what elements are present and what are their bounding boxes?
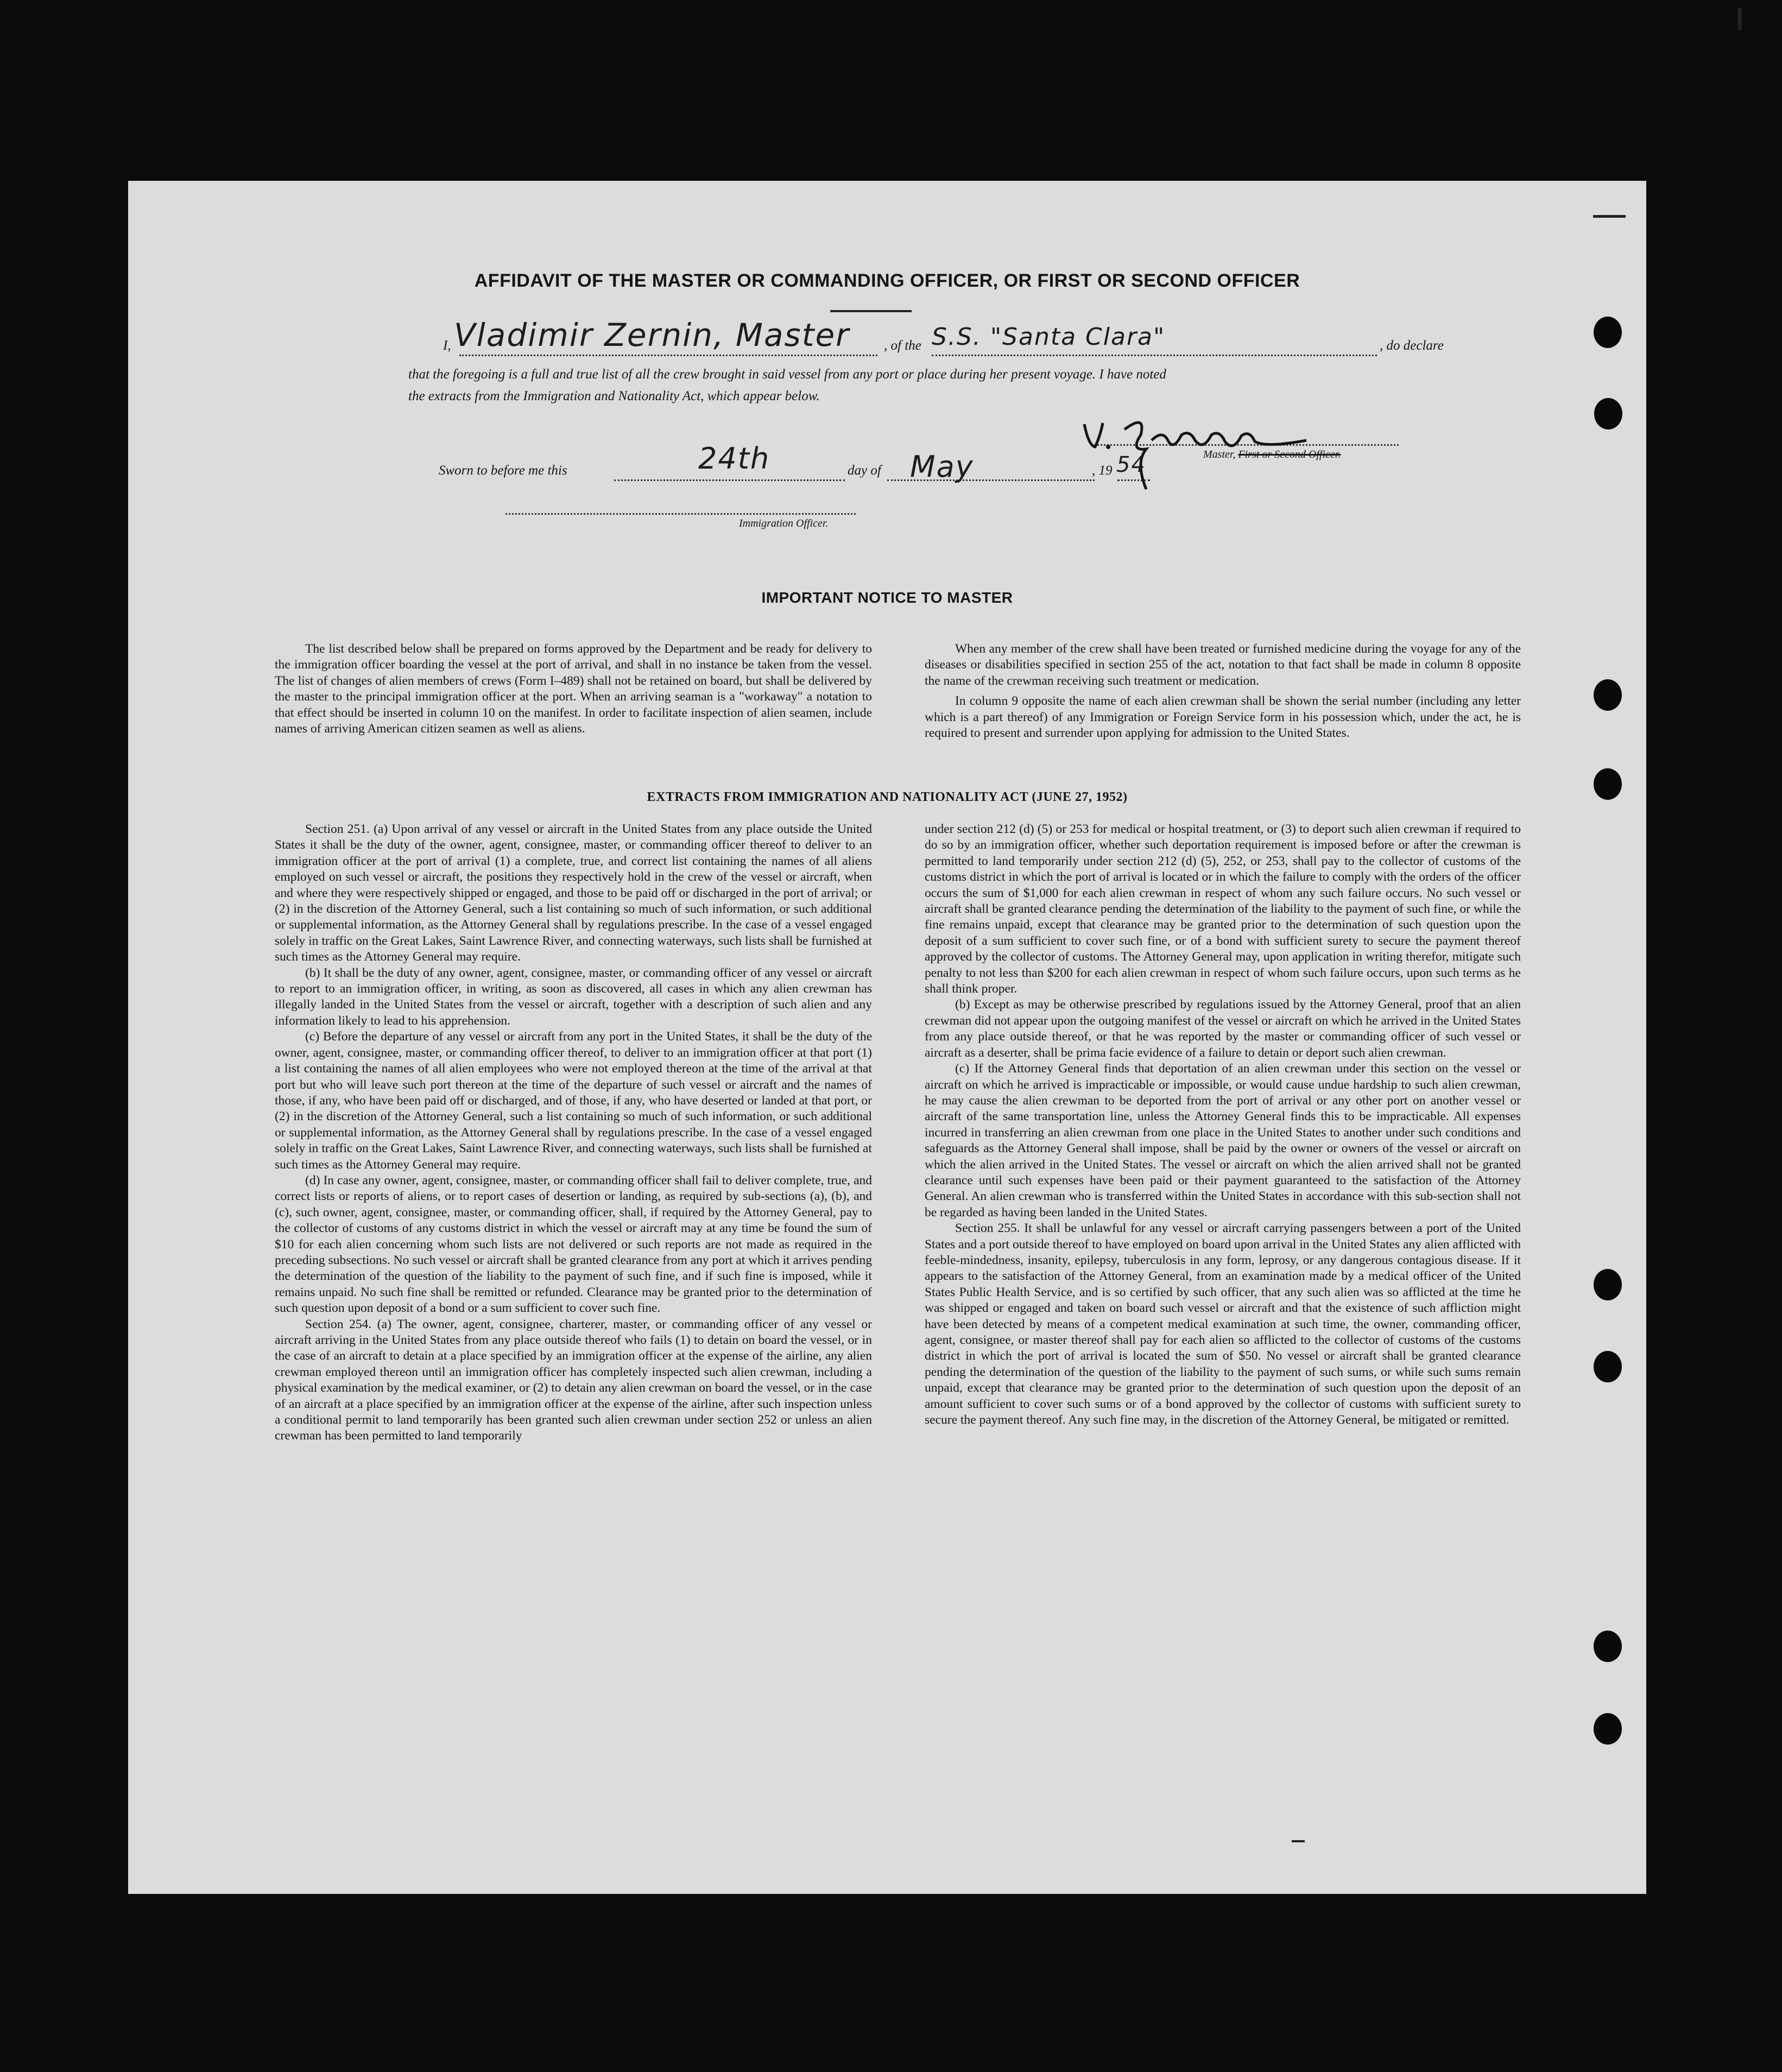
i-label: I, [443,338,451,353]
stray-mark [1292,1840,1305,1842]
statement-line-2: the extracts from the Immigration and Nationality Act, which appear below. [408,389,820,403]
corner-mark [1737,8,1742,30]
section-254-b: (b) Except as may be otherwise prescribed by regulations issued by the Attorney General, proof that an alien crewman did not appear upon the outgoing manifest of the vessel or aircraft on which he arrived in the United States from any place outside thereof, or that he was reported by the master or commanding officer of such vessel or aircraft as a deserter, shall be prima facie evidence of a failure to detain or deport such alien crewman. [925,997,1521,1060]
sworn-day-handwriting: 24th [698,441,770,476]
section-251-c: (c) Before the departure of any vessel or aircraft from any port in the United States, it shall be the duty of the owner, agent, consignee, master, or commanding officer thereof, to deliver to an immigration officer at that port (1) a list containing the names of all alien employees who were not employed thereon at the time of the arrival at that port but who will leave such port thereon at the time of the departure of such vessel or aircraft and the names of those, if any, who have been paid off or discharged, and of those, if any, who have deserted or landed at that port, or (2) in the discretion of the Attorney General, such a list containing so much of such information, or such additional or supplemental information, as the Attorney General shall by regulations prescribe. In the case of a vessel engaged solely in traffic on the Great Lakes, Saint Lawrence River, and connecting waterways, such lists shall be furnished at such times as the Attorney General may require. [275,1029,872,1172]
struck-officer-label: First or Second Officer. [1238,448,1341,460]
punch-hole [1594,1351,1622,1382]
notice-left-column [275,641,872,784]
section-254-a: Section 254. (a) The owner, agent, consignee, charterer, master, or commanding officer of any vessel or aircraft arriving in the United States from any place outside thereof who fails (1) to detain on board the vessel, or in the case of an aircraft to detain at a place specified by an immigration officer at the expense of the airline, any alien crewman employed thereon until an immigration officer has completely inspected such alien crewman, including a physical examination by the medical examiner, or (2) to detain any alien crewman on board the vessel, or in the case of an aircraft at a place specified by an immigration officer at the expense of the airline, after such inspection unless a conditional permit to land temporarily has been granted such alien crewman under section 252 or unless an alien crewman has been permitted to land temporarily [275,1317,872,1443]
title-divider [830,310,912,312]
statement-line-1: that the foregoing is a full and true list of all the crew brought in said vessel from any port or place during her present voyage. I have noted [408,367,1166,382]
punch-hole [1594,398,1622,429]
extracts-right-column [925,822,1521,1793]
section-251-d: (d) In case any owner, agent, consignee, master, or commanding officer shall fail to deliver complete, true, and correct lists or reports of aliens, or to report cases of desertion or landing, as required by sub-sections (a), (b), and (c), such owner, agent, consignee, master, or commanding officer, shall, if required by the Attorney General, pay to the collector of customs of any customs district in which the vessel or aircraft may at any time be found the sum of $10 for each alien concerning whom such lists are not delivered or such reports are not made as required in the preceding subsections. No such vessel or aircraft shall be granted clearance from any port at which it arrives pending the determination of the question of the liability to the payment of such fine, and if such fine is imposed, while it remains unpaid. No such fine shall be remitted or refunded. Clearance may be granted prior to the determination of such question upon deposit of a bond or a sum sufficient to cover such fine. [275,1173,872,1316]
declarant-field [459,355,877,356]
punch-hole [1594,1631,1622,1662]
immigration-officer-label: Immigration Officer. [739,517,829,529]
sworn-month-handwriting: May [910,450,974,484]
sworn-day-field [614,479,845,481]
notice-right-paragraph-1: When any member of the crew shall have been treated or furnished medicine during the voyage for any of the diseases or disabilities specified in section 255 of the act, notation to that fact shall be made in column 8 opposite the name of the crewman receiving such treatment or medication. [925,642,1521,688]
section-254-c: (c) If the Attorney General finds that deportation of an alien crewman under this section on the vessel or aircraft on which he arrived is impracticable or impossible, or would cause undue hardship to such alien crewman, he may cause the alien crewman to be deported from the port of arrival or any other port on another vessel or aircraft of the same transportation line, unless the Attorney General finds this to be impracticable. All expenses incurred in transferring an alien crewman from one place in the United States to another under such conditions and safeguards as the Attorney General shall impose, shall be paid by the owner or owners of the vessel or aircraft on which the alien arrived in the United States. The vessel or aircraft on which the alien arrived shall not be granted clearance until such expenses have been paid or their payment guaranteed to the satisfaction of the Attorney General. An alien crewman who is transferred within the United States in accordance with this sub-section shall not be regarded as having been landed in the United States. [925,1062,1521,1220]
year-prefix: , 19 [1092,463,1113,478]
extracts-left-column [275,822,872,1793]
year-handwriting: 54 [1116,452,1146,477]
vessel-field [932,355,1377,356]
section-251-b: (b) It shall be the duty of any owner, agent, consignee, master, or commanding officer of any vessel or aircraft to report to an immigration officer, in writing, as soon as discovered, all cases in which any alien crewman has illegally landed in the United States from the vessel or aircraft, together with a description of such alien and any information likely to lead to his apprehension. [275,965,872,1028]
vessel-handwriting: S.S. "Santa Clara" [932,323,1166,351]
punch-hole [1594,1713,1622,1745]
day-of-label: day of [848,463,881,478]
signer-label [1203,448,1341,461]
of-the-label: , of the [884,338,921,353]
notice-heading: IMPORTANT NOTICE TO MASTER [761,589,1013,606]
stray-dots [231,496,234,500]
notice-left-paragraph: The list described below shall be prepared on forms approved by the Department and be ready for delivery to the immigration officer boarding the vessel at the port of arrival, and shall in no instance be taken from the vessel. The list of changes of alien members of crews (Form I–489) shall not be retained on board, but shall be delivered by the master to the principal immigration officer at the port. When an arriving seaman is a "workaway" a notation to that effect should be inserted in column 10 on the manifest. In order to facilitate inspection of alien seamen, include names of arriving American citizen seamen as well as aliens. [275,642,872,736]
master-label: Master, [1203,448,1236,460]
declarant-handwriting: Vladimir Zernin, Master [454,317,850,353]
punch-hole [1594,1269,1622,1300]
extracts-heading: EXTRACTS FROM IMMIGRATION AND NATIONALITY ACT (JUNE 27, 1952) [647,790,1128,804]
section-251-a: Section 251. (a) Upon arrival of any vessel or aircraft in the United States from any place outside the United States it shall be the duty of the owner, agent, consignee, master, or commanding officer thereof to deliver to an immigration officer at the port of arrival (1) a complete, true, and correct list containing the names of all aliens employed on such vessel or aircraft, the positions they respectively hold in the crew of the vessel or aircraft, when and where they were respectively shipped or engaged, and those to be paid off or discharged in the port of arrival; or (2) in the discretion of the Attorney General, such a list containing so much of such information, or such additional or supplemental information, as the Attorney General shall by regulations prescribe. In the case of a vessel engaged solely in traffic on the Great Lakes, Saint Lawrence River, and connecting waterways, such lists shall be furnished at such times as the Attorney General may require. [275,822,872,964]
punch-hole [1594,317,1622,348]
section-254-a-continued: under section 212 (d) (5) or 253 for medical or hospital treatment, or (3) to deport such alien crewman if required to do so by an immigration officer, whether such deportation requirement is imposed before or after the crewman is permitted to land temporarily under section 212 (d) (5), 252, or 253, shall pay to the collector of customs of the customs district in which the port of arrival is located or in which the failure to comply with the orders of the officer occurs the sum of $1,000 for each alien crewman in respect of whom any such failure occurs. No such vessel or aircraft shall be granted clearance pending the determination of the liability to the payment of such fine, or while the fine remains unpaid, except that clearance may be granted prior to the determination of such question upon the deposit of a sum sufficient to cover such fine, or of a bond with sufficient surety to secure the payment thereof approved by the collector of customs. The Attorney General may, upon application in writing therefor, mitigate such penalty to not less than $200 for each alien crewman in respect of whom such failure occurs, upon such terms as he shall think proper. [925,822,1521,996]
notice-right-paragraph-2: In column 9 opposite the name of each alien crewman shall be shown the serial number (including any letter which is a part thereof) of any Immigration or Foreign Service form in his possession which, under the act, he is required to present and surrender upon applying for admission to the United States. [925,694,1521,741]
section-255: Section 255. It shall be unlawful for any vessel or aircraft carrying passengers between a port of the United States and a port outside thereof to have employed on board upon arrival in the United States any alien afflicted with feeble-mindedness, insanity, epilepsy, tuberculosis in any form, leprosy, or any dangerous contagious disease. If it appears to the satisfaction of the Attorney General, from an examination made by a medical officer of the United States Public Health Service, and is so certified by such officer, that any such alien was so afflicted at the time he was shipped or engaged and taken on board such vessel or aircraft and that the existence of such affliction might have been detected by means of a competent medical examination at such time, the owner, commanding officer, agent, consignee, or master thereof shall pay for each alien so afflicted to the collector of customs of the customs district in which the port of arrival is located the sum of $50. No vessel or aircraft shall be granted clearance pending the determination of the question of the liability to the payment of such sums, or while such sums remain unpaid, except that clearance may be granted prior to the determination of such question upon the deposit of an amount sufficient to cover such sums or of a bond approved by the collector of customs with sufficient surety to secure the payment thereof. Any such fine may, in the discretion of the Attorney General, be mitigated or remitted. [925,1221,1521,1427]
do-declare-label: , do declare [1380,338,1444,353]
stray-mark [1593,215,1626,218]
document-page [128,181,1646,1894]
affidavit-title: AFFIDAVIT OF THE MASTER OR COMMANDING OFFICER, OR FIRST OR SECOND OFFICER [474,270,1300,291]
punch-hole [1594,679,1622,711]
notice-right-column [925,641,1521,784]
sworn-label: Sworn to before me this [439,463,567,478]
immigration-officer-line [505,513,856,515]
